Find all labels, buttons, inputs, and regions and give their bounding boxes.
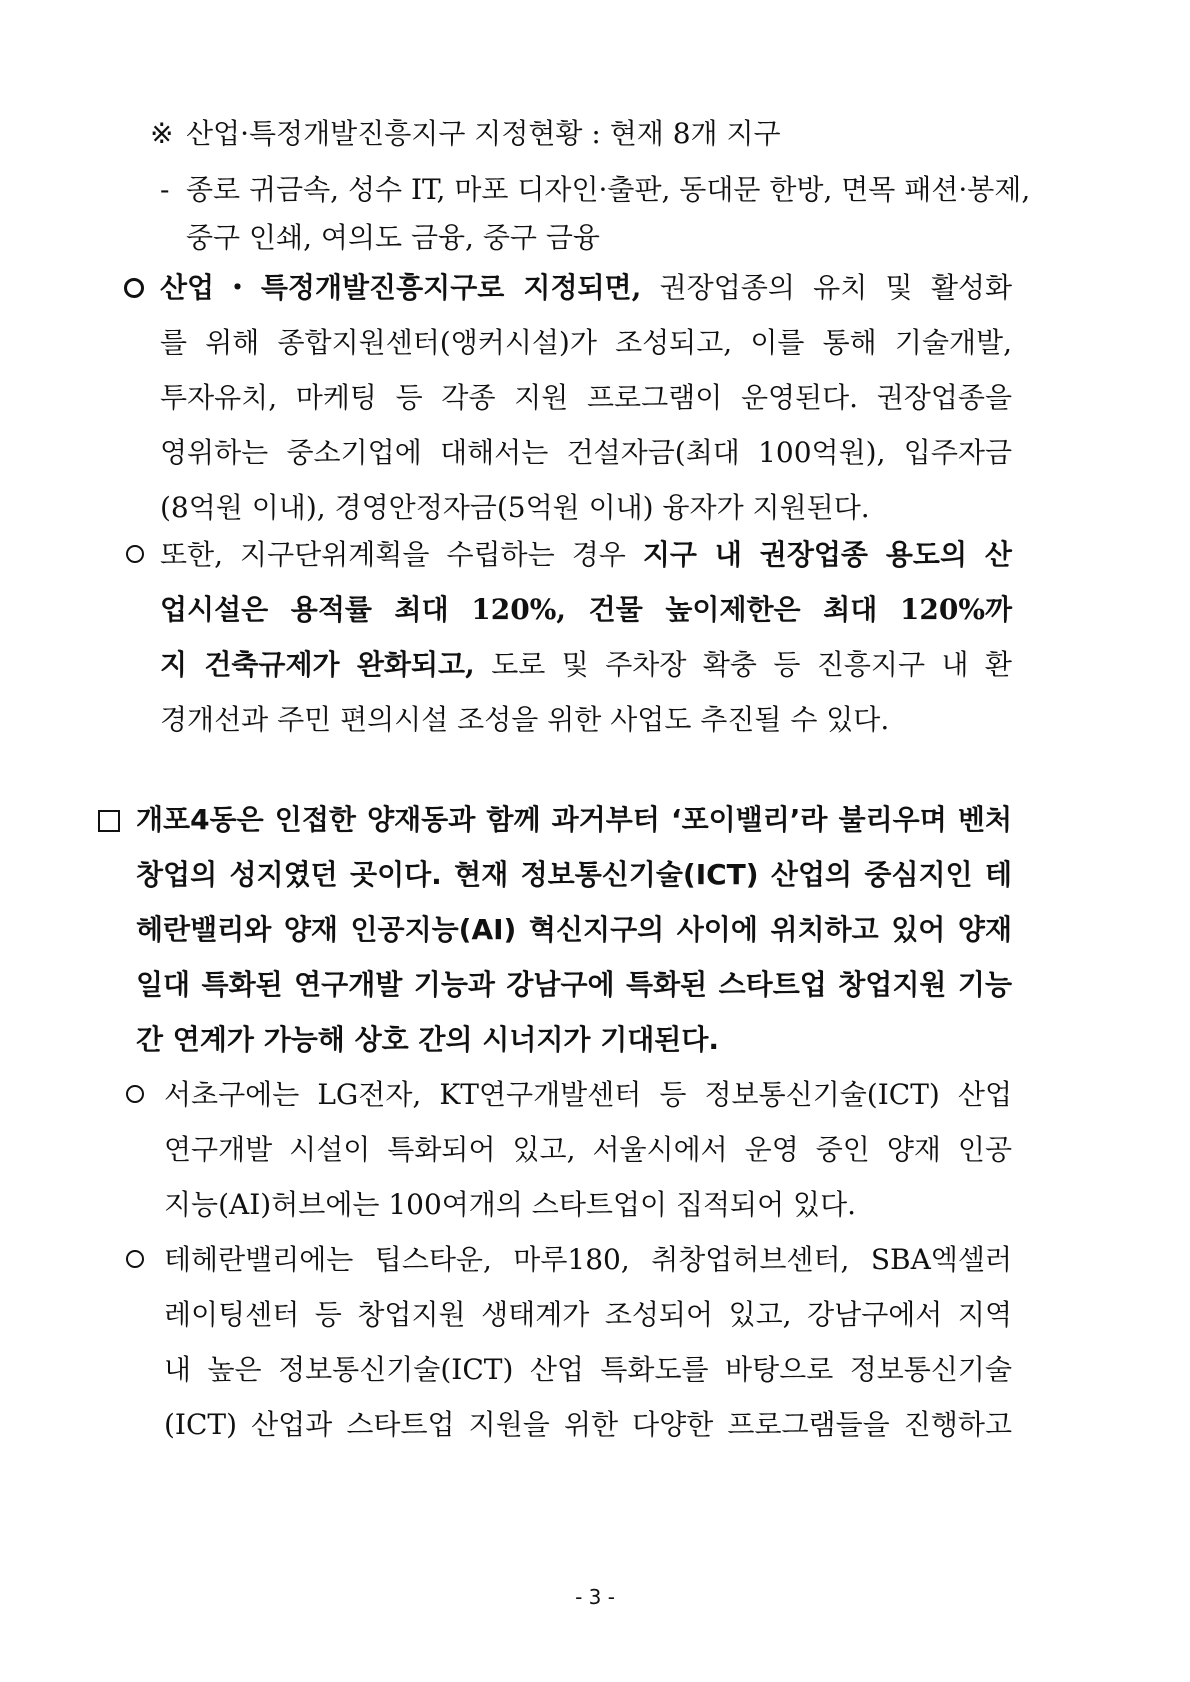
p2-line-3-rest: 도로 및 주차장 확충 등 진흥지구 내 환 — [474, 648, 1012, 681]
p2-line-1 — [160, 535, 1012, 575]
p3-line-1: 서초구에는 LG전자, KT연구개발센터 등 정보통신기술(ICT) 산업 — [164, 1078, 1012, 1111]
p2-line-4: 경개선과 주민 편의시설 조성을 위한 사업도 추진될 수 있다. — [160, 703, 890, 736]
note-list-line-2: 중구 인쇄, 여의도 금융, 중구 금융 — [186, 221, 600, 254]
note-dash: - — [160, 173, 170, 206]
main-line-5: 간 연계가 가능해 상호 간의 시너지가 기대된다. — [136, 1023, 720, 1056]
bullet-circle-icon — [126, 1085, 144, 1103]
p1-line-2: 를 위해 종합지원센터(앵커시설)가 조성되고, 이를 통해 기술개발, — [160, 326, 1012, 359]
main-line-1: 개포4동은 인접한 양재동과 함께 과거부터 ‘포이밸리’라 불리우며 벤처 — [136, 803, 1012, 836]
p1-line-4: 영위하는 중소기업에 대해서는 건설자금(최대 100억원), 입주자금 — [160, 436, 1012, 469]
p1-line-5: (8억원 이내), 경영안정자금(5억원 이내) 융자가 지원된다. — [160, 491, 870, 524]
note-mark: ※ — [150, 117, 174, 150]
p4-line-2: 레이팅센터 등 창업지원 생태계가 조성되어 있고, 강남구에서 지역 — [164, 1298, 1012, 1331]
note-title: 산업·특정개발진흥지구 지정현황 : 현재 8개 지구 — [186, 117, 781, 150]
p1-line-1 — [160, 268, 1012, 308]
p1-bold-text: 산업・특정개발진흥지구로 지정되면, — [160, 271, 642, 304]
p4-line-4: (ICT) 산업과 스타트업 지원을 위한 다양한 프로그램들을 진행하고 — [164, 1408, 1012, 1441]
main-line-4: 일대 특화된 연구개발 기능과 강남구에 특화된 스타트업 창업지원 기능 — [136, 968, 1012, 1001]
p2-line-3 — [160, 645, 1012, 685]
p2-line-1-bold: 지구 내 권장업종 용도의 산 — [642, 538, 1012, 571]
main-line-2: 창업의 성지였던 곳이다. 현재 정보통신기술(ICT) 산업의 중심지인 테 — [136, 858, 1012, 891]
p2-line-1-plain: 또한, 지구단위계획을 수립하는 경우 — [160, 538, 643, 571]
p3-line-3: 지능(AI)허브에는 100여개의 스타트업이 집적되어 있다. — [164, 1188, 857, 1221]
bullet-circle-icon — [126, 1250, 144, 1268]
section-box-icon — [98, 810, 120, 832]
p4-line-1: 테헤란밸리에는 팁스타운, 마루180, 취창업허브센터, SBA엑셀러 — [164, 1243, 1012, 1276]
p2-line-2: 업시설은 용적률 최대 120%, 건물 높이제한은 최대 120%까 — [160, 593, 1012, 626]
bullet-circle-icon — [124, 278, 144, 298]
p1-line-1-rest: 권장업종의 유치 및 활성화 — [641, 271, 1012, 304]
p1-line-3: 투자유치, 마케팅 등 각종 지원 프로그램이 운영된다. 권장업종을 — [160, 381, 1012, 414]
page-number: - 3 - — [575, 1585, 615, 1609]
main-line-3: 헤란밸리와 양재 인공지능(AI) 혁신지구의 사이에 위치하고 있어 양재 — [136, 913, 1012, 946]
bullet-circle-icon — [126, 545, 144, 563]
note-list-line-1: 종로 귀금속, 성수 IT, 마포 디자인·출판, 동대문 한방, 면목 패션·봉제, — [186, 173, 1031, 206]
p4-line-3: 내 높은 정보통신기술(ICT) 산업 특화도를 바탕으로 정보통신기술 — [164, 1353, 1012, 1386]
p3-line-2: 연구개발 시설이 특화되어 있고, 서울시에서 운영 중인 양재 인공 — [164, 1133, 1012, 1166]
p2-line-3-bold: 지 건축규제가 완화되고, — [160, 648, 475, 681]
